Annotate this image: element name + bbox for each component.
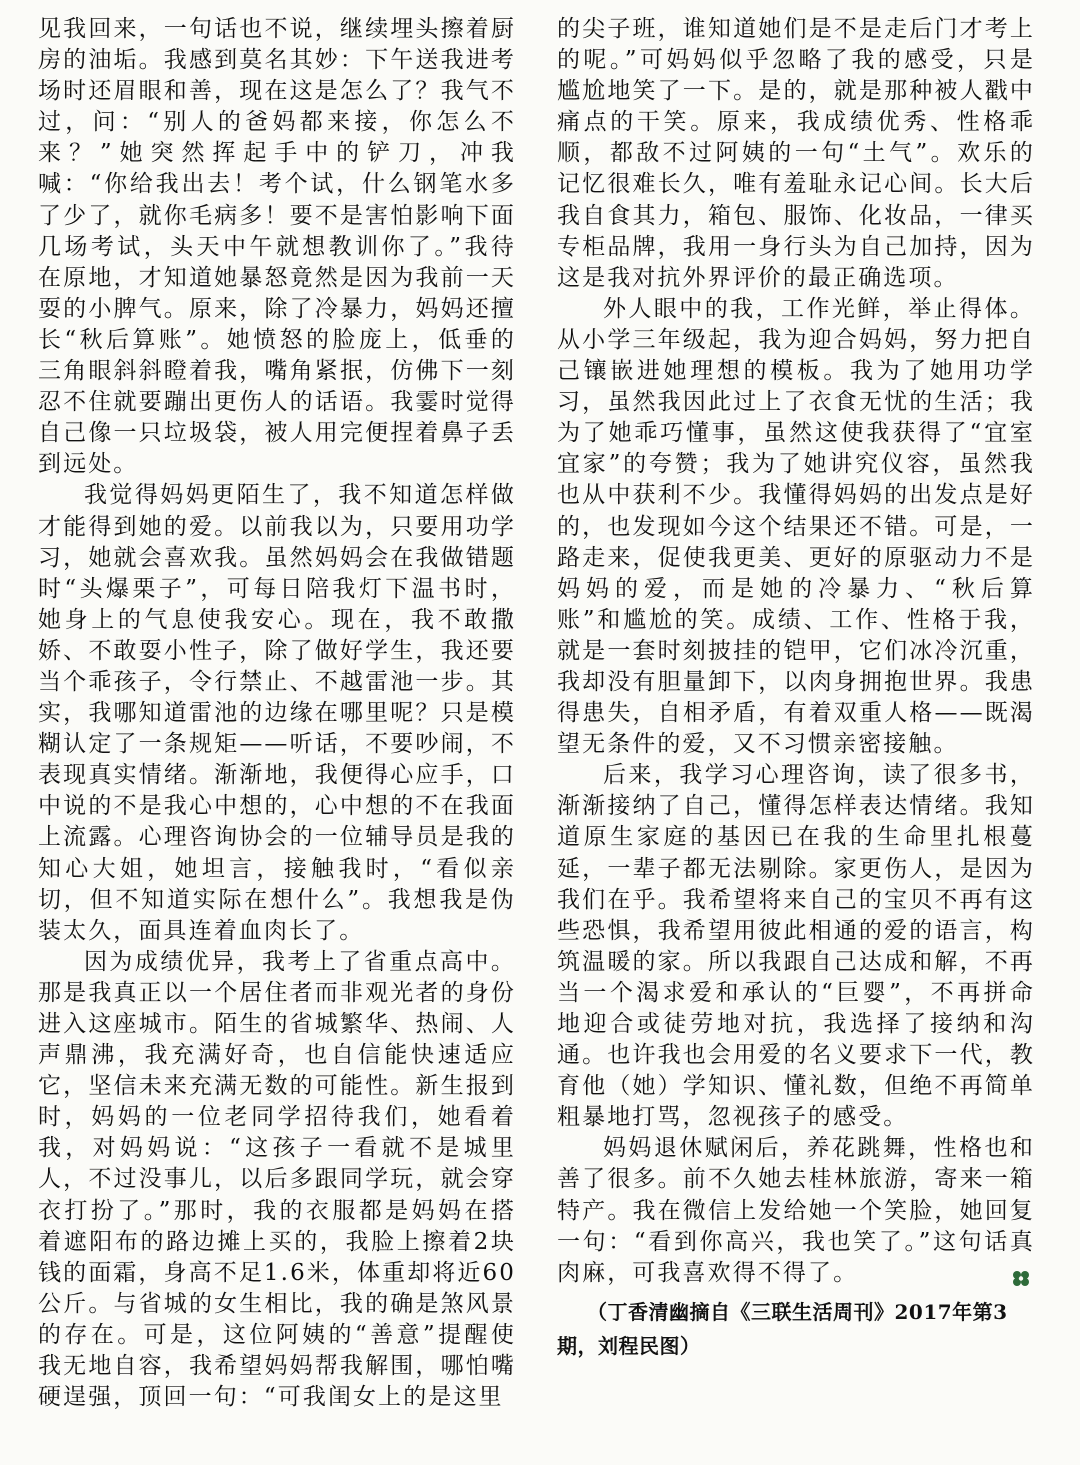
paragraph-left-2: 我觉得妈妈更陌生了，我不知道怎样做才能得到她的爱。以前我以为，只要用功学习，她就会喜欢我。虽然妈妈会在我做错题时“头爆栗子”，可每日陪我灯下温书时，她身上的气息使我安心。现在，我不敢撒娇、不敢耍小性子，除了做好学生，我还要当个乖孩子，令行禁止、不越雷池一步。其实，我哪知道雷池的边缘在哪里呢？只是模糊认定了一条规矩——听话，不要吵闹，不表现真实情绪。渐渐地，我便得心应手，口中说的不是我心中想的，心中想的不在我面上流露。心理咨询协会的一位辅导员是我的知心大姐，她坦言，接触我时，“看似亲切，但不知道实际在想什么”。我想我是伪装太久，面具连着血肉长了。 bbox=[38, 482, 516, 944]
paragraph-right-2: 外人眼中的我，工作光鲜，举止得体。从小学三年级起，我为迎合妈妈，努力把自己镶嵌进她理想的模板。我为了她用功学习，虽然我因此过上了衣食无忧的生活；我为了她乖巧懂事，虽然这使我获得了“宜室宜家”的夸赞；我为了她讲究仪容，虽然我也从中获利不少。我懂得妈妈的出发点是好的，也发现如今这个结果还不错。可是，一路走来，促使我更美、更好的原驱动力不是妈妈的爱，而是她的冷暴力、“秋后算账”和尴尬的笑。成绩、工作、性格于我，就是一套时刻披挂的铠甲，它们冰冷沉重，我却没有胆量卸下，以肉身拥抱世界。我患得患失，自相矛盾，有着双重人格——既渴望无条件的爱，又不习惯亲密接触。 bbox=[557, 295, 1035, 758]
clover-end-mark-icon bbox=[1009, 1268, 1033, 1288]
paragraph-right-1: 的尖子班，谁知道她们是不是走后门才考上的呢。”可妈妈似乎忽略了我的感受，只是尴尬地笑了一下。是的，就是那种被人戳中痛点的干笑。原来，我成绩优秀、性格乖顺，都敌不过阿姨的一句“土气”。欢乐的记忆很难长久，唯有羞耻永记心间。长大后我自食其力，箱包、服饰、化妆品，一律买专柜品牌，我用一身行头为自己加持，因为这是我对抗外界评价的最正确选项。 bbox=[557, 16, 1035, 291]
paragraph-left-1: 见我回来，一句话也不说，继续埋头擦着厨房的油垢。我感到莫名其妙：下午送我进考场时还眉眼和善，现在这是怎么了？我气不过，问：“别人的爸妈都来接，你怎么不来？”她突然挥起手中的铲刀，冲我喊：“你给我出去！考个试，什么钢笔水多了少了，就你毛病多！要不是害怕影响下面几场考试，头天中午就想教训你了。”我待在原地，才知道她暴怒竟然是因为我前一天耍的小脾气。原来，除了冷暴力，妈妈还擅长“秋后算账”。她愤怒的脸庞上，低垂的三角眼斜斜瞪着我，嘴角紧抿，仿佛下一刻忍不住就要蹦出更伤人的话语。我霎时觉得自己像一只垃圾袋，被人用完便捏着鼻子丢到远处。 bbox=[38, 16, 516, 478]
paragraph-right-4-text: 妈妈退休赋闲后，养花跳舞，性格也和善了很多。前不久她去桂林旅游，寄来一箱特产。我在微信上发给她一个笑脸，她回复一句：“看到你高兴，我也笑了。”这句话真肉麻，可我喜欢得不得了。 bbox=[557, 1135, 1035, 1286]
left-column bbox=[38, 14, 516, 1413]
paragraph-right-4 bbox=[557, 1133, 1035, 1288]
paragraph-right-3: 后来，我学习心理咨询，读了很多书，渐渐接纳了自己，懂得怎样表达情绪。我知道原生家庭的基因已在我的生命里扎根蔓延，一辈子都无法剔除。家更伤人，是因为我们在乎。我希望将来自己的宝贝不再有这些恐惧，我希望用彼此相通的爱的语言，构筑温暖的家。所以我跟自己达成和解，不再当一个渴求爱和承认的“巨婴”，不再拼命地迎合或徒劳地对抗，我选择了接纳和沟通。也许我也会用爱的名义要求下一代，教育他（她）学知识、懂礼数，但绝不再简单粗暴地打骂，忽视孩子的感受。 bbox=[557, 762, 1035, 1131]
source-credit: （丁香清幽摘自《三联生活周刊》2017年第3期，刘程民图） bbox=[557, 1299, 1008, 1358]
right-column bbox=[557, 14, 1035, 1363]
paragraph-left-3: 因为成绩优异，我考上了省重点高中。那是我真正以一个居住者而非观光者的身份进入这座城市。陌生的省城繁华、热闹、人声鼎沸，我充满好奇，也自信能快速适应它，坚信未来充满无数的可能性。新生报到时，妈妈的一位老同学招待我们，她看着我，对妈妈说：“这孩子一看就不是城里人，不过没事儿，以后多跟同学玩，就会穿衣打扮了。”那时，我的衣服都是妈妈在搭着遮阳布的路边摊上买的，我脸上擦着2块钱的面霜，身高不足1.6米，体重却将近60公斤。与省城的女生相比，我的确是煞风景的存在。可是，这位阿姨的“善意”提醒使我无地自容，我希望妈妈帮我解围，哪怕嘴硬逞强，顶回一句：“可我闺女上的是这里 bbox=[38, 948, 516, 1411]
